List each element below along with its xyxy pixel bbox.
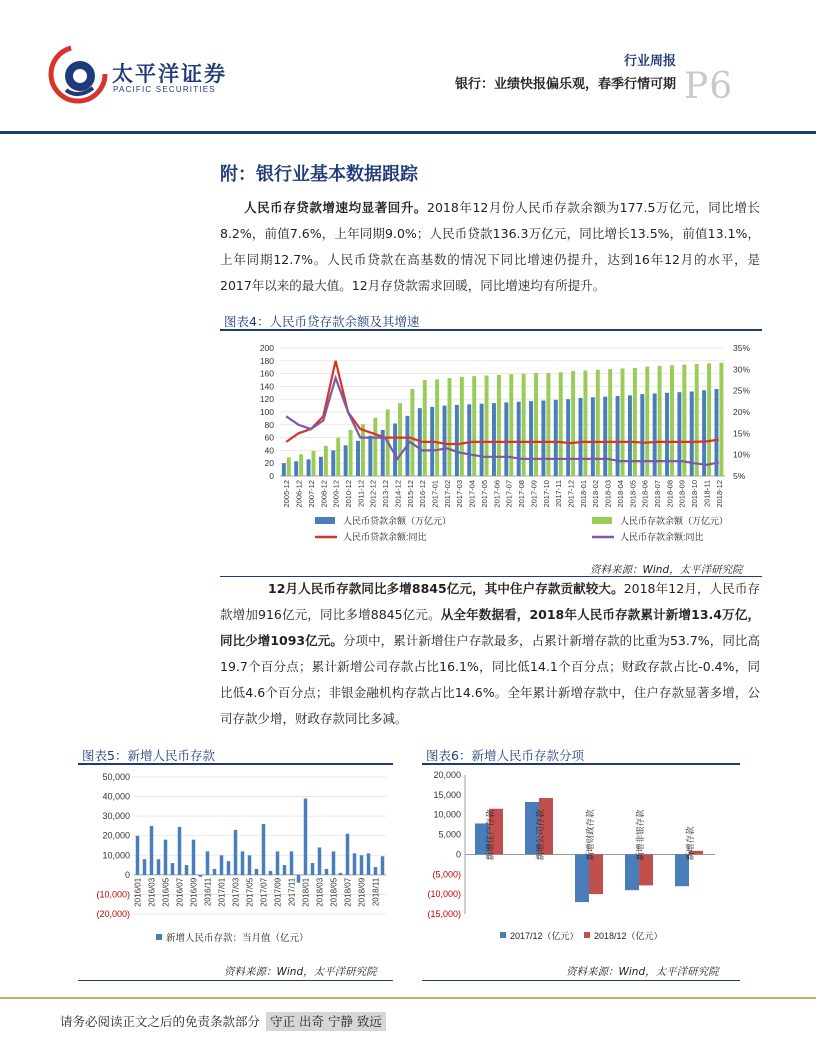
y-tick-label: 50,000 [102,772,130,782]
deposit-balance-bar [485,376,489,476]
x-category-label: 新增住户存款 [485,809,495,861]
x-tick-label: 2017-05 [479,480,489,508]
loan-balance-bar [579,398,583,476]
x-category-label: 新增存款 [685,826,695,861]
paragraph-new-deposits [220,576,760,732]
monthly-deposit-bar [297,875,301,883]
loan-balance-bar [529,401,533,476]
monthly-deposit-bar [248,855,252,875]
y-tick-label: 30,000 [102,811,130,822]
x-tick-label: 2017/11 [287,877,297,907]
x-tick-label: 2017-12 [566,480,576,508]
x-tick-label: 2016/07 [175,877,185,907]
x-tick-label: 2018-11 [702,480,712,507]
legend-swatch [592,517,612,524]
logo-name-cn: 太平洋证券 [112,62,227,86]
legend-label: 2018/12（亿元） [594,931,663,941]
figure4-title: 图表4：人民币贷存款余额及其增速 [224,314,420,329]
loan-balance-bar [368,436,372,476]
x-tick-label: 2015-12 [405,480,415,508]
x-tick-label: 2006-12 [294,480,304,508]
x-tick-label: 2016-12 [418,480,428,508]
paragraph-lead: 人民币存贷款增速均显著回升。 [244,200,427,215]
x-tick-label: 2018/09 [357,877,367,907]
deposit-balance-bar [324,446,328,476]
figure5-chart [78,768,398,958]
deposit-balance-bar [695,364,699,476]
legend-label: 人民币存款余额:同比 [620,532,704,542]
y-left-tick-label: 180 [259,355,274,366]
y-tick-label: 15,000 [433,789,461,800]
monthly-deposit-bar [367,853,371,875]
y-tick-label: 10,000 [102,850,130,861]
x-tick-label: 2018/07 [343,877,353,907]
loan-balance-bar [504,402,508,476]
x-tick-label: 2014-12 [393,480,403,508]
deposit-balance-bar [522,374,526,476]
paragraph-body-2: 分项中，累计新增住户存款最多，占累计新增存款的比重为53.7%，同比高19.7个百分点；累计新增公司存款占比16.1%，同比低14.1个百分点；财政存款占比-0.4%，同比低4.6个百分点；非银金融机构存款占比14.6%。全年累计新增存款中，住户存款显著多增，公司存款少增，财政存款同比多减。 [220,633,760,726]
x-tick-label: 2017/01 [217,877,227,907]
y-tick-label: 0 [455,849,461,860]
y-tick-label: (10,000) [96,889,130,900]
y-tick-label: 5,000 [438,829,461,840]
y-right-tick-label: 15% [733,428,751,439]
y-left-tick-label: 140 [259,381,274,392]
monthly-deposit-bar [150,826,154,875]
deposit-balance-bar [287,457,291,476]
page-header [0,0,816,135]
monthly-deposit-bar [178,827,182,875]
paragraph-deposits-loans [220,195,760,299]
x-tick-label: 2016/05 [161,877,171,907]
y-tick-label: 10,000 [433,809,461,820]
x-tick-label: 2017/09 [273,877,283,907]
monthly-deposit-bar [304,799,308,875]
y-right-tick-label: 5% [733,471,746,481]
monthly-deposit-bar [199,875,203,877]
x-category-label: 新增非银存款 [635,809,645,861]
legend-label: 人民币贷款余额:同比 [343,532,427,542]
monthly-deposit-bar [283,865,287,875]
monthly-deposit-bar [255,869,259,875]
x-tick-label: 2012-12 [368,480,378,508]
y-left-tick-label: 80 [264,419,274,430]
loan-balance-bar [294,461,298,476]
x-tick-label: 2017-09 [529,480,539,508]
monthly-deposit-bar [325,869,329,875]
x-tick-label: 2011-12 [356,480,366,507]
monthly-deposit-bar [171,863,175,875]
monthly-deposit-bar [276,851,280,874]
y-left-tick-label: 100 [259,407,274,417]
figure5-title: 图表5：新增人民币存款 [82,748,215,763]
monthly-deposit-bar [220,855,224,875]
deposit-balance-bar [336,438,340,476]
paragraph-lead-2: 从全年数据看，2018年人民币存款累计新增13.4万亿，同比少增1093亿元。 [220,607,760,648]
legend-label: 2017/12（亿元） [510,931,579,941]
deposit-balance-bar [448,378,452,476]
loan-balance-bar [677,392,681,476]
y-right-tick-label: 35% [733,343,751,353]
y-tick-label: (5,000) [432,869,461,880]
x-tick-label: 2017-07 [504,480,514,508]
report-type: 行业周报 [623,54,676,69]
paragraph-body-1: 2018年12月，人民币存款增加916亿元，同比多增8845亿元。 [220,581,761,622]
monthly-deposit-bar [290,851,294,874]
monthly-deposit-bar [353,853,357,875]
x-tick-label: 2007-12 [306,480,316,508]
section-title: 附：银行业基本数据跟踪 [220,164,418,185]
loan-balance-bar [282,463,286,476]
monthly-deposit-bar [213,869,217,875]
x-tick-label: 2017/07 [259,877,269,907]
y-right-tick-label: 25% [733,385,751,396]
x-tick-label: 2009-12 [331,480,341,508]
pacific-securities-logo-icon [48,44,108,104]
loan-balance-bar [566,399,570,476]
deposit-balance-bar [571,371,575,476]
loan-balance-bar [319,457,323,476]
figure6-title-bar [422,745,740,765]
deposit-balance-bar [497,375,501,476]
y-left-tick-label: 40 [264,445,274,456]
paragraph-body: 2018年12月份人民币存款余额为177.5万亿元，同比增长8.2%，前值7.6%，上年同期9.0%；人民币贷款136.3万亿元，同比增长13.5%，前值13.1%，上年同期12.7%。人民币贷款在高基数的情况下同比增速仍提升，达到16年12月的水平，是2017年以来的最大值。12月存贷款需求回暖，同比增速均有所提升。 [220,200,760,293]
x-tick-label: 2017-03 [455,480,465,508]
deposit-balance-bar [682,365,686,476]
x-tick-label: 2018-12 [714,480,724,508]
y-right-tick-label: 20% [733,407,751,417]
x-tick-label: 2018-04 [615,480,625,508]
monthly-deposit-bar [143,859,147,875]
legend-swatch [584,932,590,938]
deposit-balance-bar [423,380,427,476]
paragraph-lead-1: 12月人民币存款同比多增8845亿元，其中住户存款贡献较大。 [268,581,624,596]
page-footer [60,1012,386,1030]
x-tick-label: 2017/05 [245,877,255,907]
deposit-balance-bar [398,403,402,476]
x-tick-label: 2017-06 [492,480,502,508]
monthly-deposit-bar [332,851,336,874]
loan-balance-bar [443,406,447,476]
figure4-chart [220,336,765,558]
loan-balance-bar [640,394,644,476]
x-tick-label: 2018-03 [603,480,613,508]
figure4-source: 资料来源：Wind，太平洋研究院 [590,564,743,576]
deposit-balance-bar [509,374,513,476]
monthly-deposit-bar [136,836,140,875]
monthly-deposit-bar [262,824,266,875]
loan-balance-bar [616,396,620,476]
deposit-balance-bar [546,373,550,476]
monthly-deposit-bar [164,840,168,875]
deposit-balance-bar [559,372,563,476]
x-tick-label: 2010-12 [343,480,353,508]
x-tick-label: 2018-08 [665,480,675,508]
monthly-deposit-bar [269,871,273,875]
x-category-label: 新增公司存款 [535,809,545,861]
x-tick-label: 2013-12 [381,480,391,508]
x-tick-label: 2018-05 [628,480,638,508]
monthly-deposit-bar [157,859,161,875]
deposit-balance-bar [534,373,538,476]
y-left-tick-label: 200 [259,343,274,353]
loan-balance-bar [628,395,632,476]
deposit-balance-bar [621,368,625,476]
x-tick-label: 2016/11 [203,877,213,907]
loan-balance-bar [480,404,484,476]
x-tick-label: 2017-11 [554,480,564,507]
loan-balance-bar [653,393,657,476]
deposit-balance-bar [719,363,723,476]
loan-balance-bar [492,403,496,476]
x-tick-label: 2008-12 [319,480,329,508]
logo-name-en: PACIFIC SECURITIES [113,85,216,94]
deposit-balance-bar [349,430,353,476]
loan-balance-bar [467,404,471,476]
monthly-deposit-bar [241,851,245,874]
deposit-balance-bar [633,368,637,476]
figure6-chart [400,768,745,958]
page-number: P6 [684,66,734,107]
monthly-deposit-bar [381,856,385,875]
x-category-label: 新增财政存款 [585,809,595,861]
deposit-balance-bar [373,418,377,476]
disclaimer-notice: 请务必阅读正文之后的免责条款部分 [60,1014,261,1029]
legend-label: 人民币存款余额（万亿元） [620,516,729,526]
x-tick-label: 2018-07 [653,480,663,508]
figure5-source: 资料来源：Wind，太平洋研究院 [224,966,377,978]
monthly-deposit-bar [346,834,350,875]
loan-balance-bar [455,405,459,476]
deposit-balance-bar [299,454,303,476]
y-left-tick-label: 60 [264,432,274,443]
deposit-balance-bar [435,379,439,476]
x-tick-label: 2017-08 [517,480,527,508]
x-tick-label: 2016/09 [189,877,199,907]
legend-swatch [156,934,162,940]
x-tick-label: 2017/03 [231,877,241,907]
report-subtitle: 银行：业绩快报偏乐观，春季行情可期 [454,77,676,92]
y-left-tick-label: 160 [259,368,274,379]
loan-balance-bar [541,400,545,476]
company-motto: 守正 出奇 宁静 致远 [266,1012,386,1031]
legend-label: 人民币贷款余额（万亿元） [343,516,452,526]
figure6-source: 资料来源：Wind，太平洋研究院 [566,966,719,978]
x-tick-label: 2018-01 [578,480,588,508]
monthly-deposit-bar [185,865,189,875]
monthly-deposit-bar [206,851,210,874]
y-left-tick-label: 20 [264,458,274,469]
deposit-balance-bar [361,424,365,476]
monthly-deposit-bar [227,861,231,875]
y-tick-label: (20,000) [96,909,130,919]
deposit-balance-bar [460,377,464,476]
monthly-deposit-bar [374,867,378,875]
y-tick-label: 0 [124,869,130,880]
y-right-tick-label: 30% [733,364,751,375]
loan-balance-bar [603,397,607,476]
loan-balance-bar [331,450,335,476]
monthly-deposit-bar [360,855,364,875]
deposit-balance-bar [312,451,316,476]
deposit-2017-bar [575,854,589,902]
deposit-balance-bar [658,366,662,476]
figure5-bottom-rule [78,980,393,981]
monthly-deposit-bar [339,873,343,875]
y-tick-label: (10,000) [427,889,461,900]
y-left-tick-label: 0 [269,471,274,481]
deposit-balance-bar [596,370,600,476]
x-tick-label: 2018/01 [301,877,311,907]
x-tick-label: 2018/05 [329,877,339,907]
monthly-deposit-bar [318,847,322,874]
header-divider [0,131,816,134]
x-tick-label: 2018-06 [640,480,650,508]
y-tick-label: 40,000 [102,791,130,802]
loan-balance-bar [591,397,595,476]
y-right-tick-label: 10% [733,449,751,460]
deposit-balance-bar [707,363,711,476]
loan-balance-bar [517,402,521,476]
deposit-balance-bar [410,389,414,476]
legend-label: 新增人民币存款：当月值（亿元） [166,933,309,944]
monthly-deposit-bar [234,830,238,875]
monthly-deposit-bar [192,840,196,875]
loan-balance-bar [665,393,669,476]
x-tick-label: 2017-02 [442,480,452,508]
y-tick-label: 20,000 [433,770,461,780]
loan-balance-bar [702,390,706,476]
loan-balance-bar [307,459,311,476]
x-tick-label: 2018-10 [690,480,700,508]
deposit-balance-bar [645,367,649,476]
legend-swatch [500,932,506,938]
y-tick-label: (15,000) [427,909,461,919]
x-tick-label: 2016/01 [133,877,143,907]
y-tick-label: 20,000 [102,830,130,841]
loan-balance-bar [554,400,558,476]
footer-divider [0,997,816,999]
deposit-balance-bar [472,376,476,476]
x-tick-label: 2017-04 [467,480,477,508]
loan-balance-bar [393,424,397,476]
loan-balance-bar [356,441,360,476]
x-tick-label: 2017-01 [430,480,440,508]
x-tick-label: 2018/11 [371,877,381,907]
x-tick-label: 2018-02 [591,480,601,508]
x-tick-label: 2016/03 [147,877,157,907]
figure6-bottom-rule [422,980,740,981]
monthly-deposit-bar [311,863,315,875]
loan-balance-bar [344,445,348,476]
figure6-title: 图表6：新增人民币存款分项 [426,748,584,763]
y-left-tick-label: 120 [259,394,274,405]
legend-swatch [315,517,335,524]
x-tick-label: 2018/03 [315,877,325,907]
x-tick-label: 2005-12 [282,480,292,508]
figure5-title-bar [78,745,393,765]
deposit-balance-bar [670,365,674,476]
x-tick-label: 2018-09 [677,480,687,508]
deposit-balance-bar [583,370,587,476]
x-tick-label: 2017-10 [541,480,551,508]
figure4-title-bar [220,311,762,331]
